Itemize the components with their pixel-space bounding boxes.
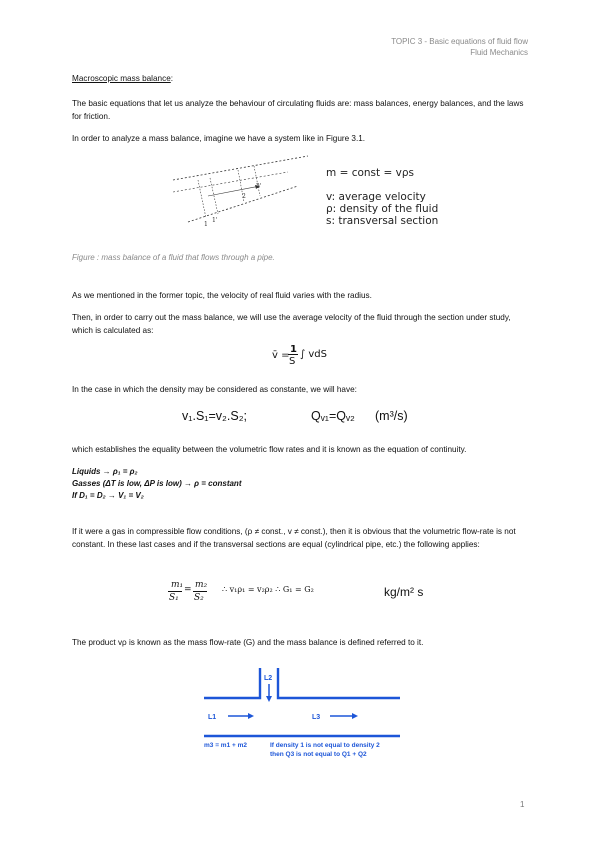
section-2-prime: [254, 166, 260, 196]
ratio-bar-2: [193, 591, 207, 592]
section-title-colon: :: [170, 74, 174, 83]
legend-velocity: v: average velocity: [326, 191, 426, 203]
header-subject: Fluid Mechanics: [470, 48, 528, 57]
ratio-s1: S₁: [169, 593, 179, 603]
pipe-diagram: [168, 150, 308, 230]
section-title: [72, 72, 528, 85]
label-1: 1: [204, 221, 208, 228]
arrow-l1-icon: [248, 713, 254, 719]
label-l1: L1: [208, 714, 217, 721]
ratio-m2: m₂: [195, 580, 208, 590]
condition-diameters: If D₁ = D₂ → V₁ = V₂: [72, 491, 144, 500]
legend-section: s: transversal section: [326, 215, 439, 227]
label-2: 2: [242, 193, 246, 200]
ratio-equals: =: [184, 585, 192, 595]
arrow-l2-icon: [266, 696, 272, 702]
paragraph-figure-ref: In order to analyze a mass balance, imagine we have a system like in Figure 3.1.: [72, 134, 366, 143]
legend-mass-const: m = const = vρs: [326, 167, 414, 179]
label-l2: L2: [264, 675, 273, 682]
junction-diagram: [200, 666, 410, 740]
junction-note-density: If density 1 is not equal to density 2: [270, 742, 380, 749]
paragraph-compressible: If it were a gas in compressible flow conditions, (ρ ≠ const., v ≠ const.), then it is obvious that the volumetric flow-rate is not constant. In these last cases and if the transversal sections are equal (cylindrical pipe, etc.) the following applies:: [72, 527, 516, 549]
avg-velocity-numerator: 1: [290, 344, 297, 355]
label-1-prime: 1': [212, 217, 218, 224]
paragraph-constant-density: In the case in which the density may be considered as constante, we will have:: [72, 385, 357, 394]
page-number: 1: [520, 800, 525, 809]
avg-velocity-rhs: ∫ vdS: [300, 349, 328, 360]
paragraph-velocity-radius: As we mentioned in the former topic, the velocity of real fluid varies with the radius.: [72, 291, 372, 300]
continuity-equation-b: Qᵥ₁=Qᵥ₂: [311, 409, 355, 423]
continuity-equation-a: v₁.S₁=v₂.S₂;: [182, 409, 248, 423]
label-l3: L3: [312, 714, 321, 721]
section-1-prime: [210, 178, 218, 214]
junction-note-flow: then Q3 is not equal to Q1 + Q2: [270, 751, 367, 758]
pipe-wall-bottom: [188, 186, 298, 222]
figure-caption: Figure : mass balance of a fluid that flows through a pipe.: [72, 253, 275, 262]
section-1: [198, 180, 206, 218]
junction-note-mass: m3 = m1 + m2: [204, 742, 247, 749]
junction-wall-upper-right: [278, 668, 400, 698]
ratio-bar-1: [168, 591, 182, 592]
paragraph-mass-flow-rate: The product vρ is known as the mass flow-rate (G) and the mass balance is defined referred to it.: [72, 638, 424, 647]
gas-equation-chain: ∴ v₁ρ₁ = v₂ρ₂ ∴ G₁ = G₂: [222, 585, 314, 594]
header-topic: TOPIC 3 - Basic equations of fluid flow: [391, 37, 528, 46]
arrow-l3-icon: [352, 713, 358, 719]
ratio-m1: m₁: [171, 580, 184, 590]
paragraph-average-velocity: Then, in order to carry out the mass balance, we will use the average velocity of the fluid through the section under study, which is calculated as:: [72, 313, 511, 335]
junction-wall-upper-left: [204, 668, 260, 698]
gas-equation-units: kg/m² s: [384, 585, 424, 599]
legend-density: ρ: density of the fluid: [326, 203, 439, 215]
section-title-text: Macroscopic mass balance: [72, 74, 171, 83]
continuity-units: (m³/s): [375, 409, 408, 423]
condition-liquids: Liquids → ρ₁ = ρ₂: [72, 467, 138, 476]
paragraph-continuity: which establishes the equality between the volumetric flow rates and it is known as the equation of continuity.: [72, 445, 467, 454]
paragraph-intro: The basic equations that let us analyze the behaviour of circulating fluids are: mass balances, energy balances, and the laws for friction.: [72, 99, 524, 121]
flow-line: [208, 186, 260, 196]
ratio-s2: S₂: [194, 593, 204, 603]
pipe-centerline: [173, 172, 288, 192]
label-2-prime: 2': [256, 183, 262, 190]
avg-velocity-denominator: S: [289, 356, 296, 367]
fraction-bar: [288, 354, 298, 355]
condition-gasses: Gasses (ΔT is low, ΔP is low) → ρ = constant: [72, 479, 242, 488]
avg-velocity-lhs: v̄ =: [272, 350, 290, 361]
pipe-wall-top: [173, 156, 308, 180]
